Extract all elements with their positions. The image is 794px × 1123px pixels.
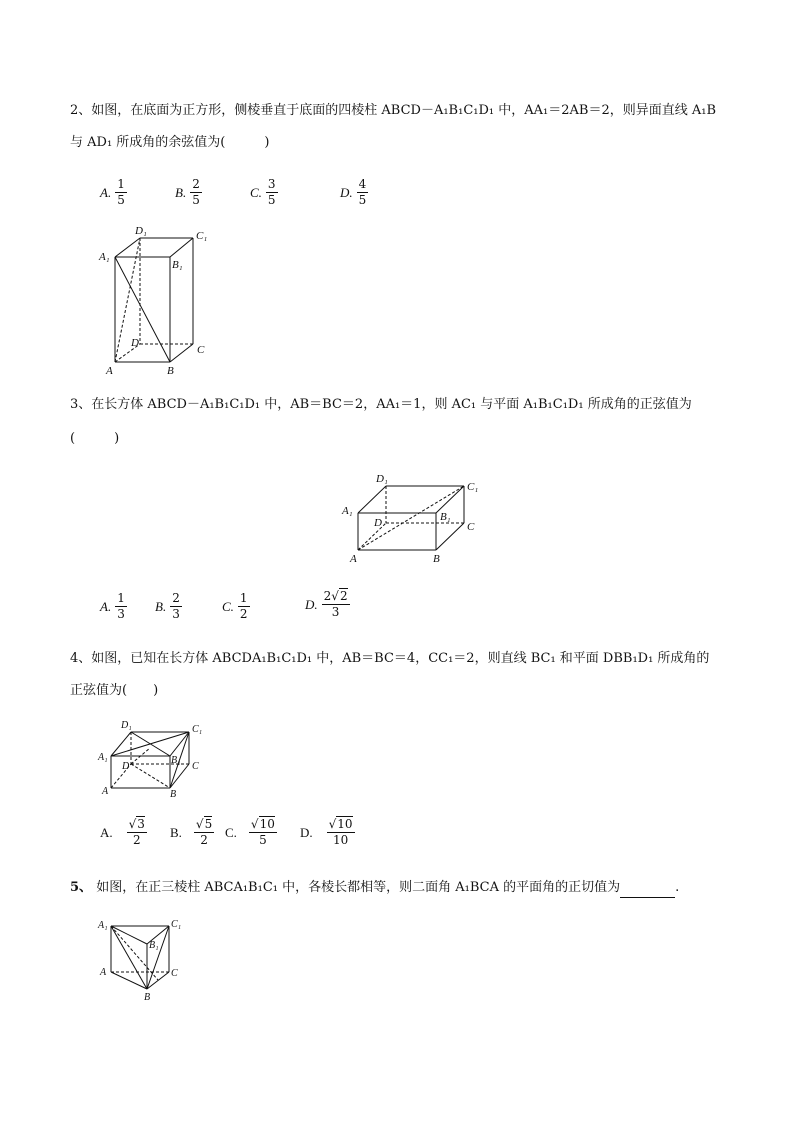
- label-c: C: [197, 344, 205, 356]
- fraction: $\frac{3}{5}$: [267, 177, 276, 207]
- label-a1: A₁: [98, 920, 108, 931]
- q4-box-figure: [97, 718, 207, 800]
- fraction: $\frac{1}{3}$: [117, 591, 125, 621]
- q5-triangular-prism-figure: [97, 914, 192, 1002]
- q3-text-line1: 3、在长方体 ABCD－A₁B₁C₁D₁ 中，AB＝BC＝2，AA₁＝1，则 AC₁ 与平面 A₁B₁C₁D₁ 所成角的正弦值为: [70, 397, 692, 412]
- fraction: $\frac{√3}{2}$: [128, 817, 145, 847]
- q2-text-line2: 与 AD₁ 所成角的余弦值为( ): [70, 135, 270, 150]
- label-c: C: [192, 761, 199, 772]
- label-b: B: [144, 992, 151, 1002]
- fraction: $\frac{4}{5}$: [358, 177, 367, 207]
- q3-box-figure: [340, 468, 485, 568]
- q3-option-d[interactable]: [305, 590, 350, 619]
- label-c: C: [171, 968, 178, 979]
- q5-end: .: [675, 880, 680, 895]
- q3-text-line2: ( ): [70, 431, 120, 446]
- q3-option-a[interactable]: [100, 592, 127, 621]
- option-label: A.: [100, 824, 113, 840]
- label-a1: A₁: [99, 251, 110, 263]
- q4-option-d[interactable]: [300, 818, 355, 847]
- q2-option-a[interactable]: [100, 178, 127, 207]
- q5-number: 5、: [70, 880, 93, 895]
- option-label: D.: [300, 824, 313, 840]
- label-b1: B₁: [171, 755, 181, 766]
- label-b: B: [167, 365, 174, 377]
- label-a1: A₁: [98, 752, 108, 763]
- label-d: D: [374, 517, 382, 529]
- label-a: A: [106, 365, 113, 377]
- label-d1: D₁: [376, 473, 388, 485]
- label-d: D: [131, 337, 139, 349]
- q3-option-b[interactable]: [155, 592, 182, 621]
- fraction: $\frac{2√2}{3}$: [323, 589, 348, 619]
- option-label: D.: [340, 184, 353, 200]
- option-label: B.: [175, 184, 187, 200]
- label-b1: B₁: [440, 511, 451, 523]
- q3-option-c[interactable]: [222, 592, 250, 621]
- label-b1: B₁: [172, 259, 183, 271]
- label-d1: D₁: [121, 720, 132, 731]
- q2-option-b[interactable]: [175, 178, 202, 207]
- q5-stem: 如图，在正三棱柱 ABCA₁B₁C₁ 中，各棱长都相等，则二面角 A₁BCA 的平面角的正切值为: [96, 880, 621, 895]
- q2-option-d[interactable]: [340, 178, 368, 207]
- label-b: B: [433, 553, 440, 565]
- option-label: B.: [155, 598, 167, 614]
- option-label: A.: [100, 184, 112, 200]
- fraction: $\frac{2}{3}$: [172, 591, 180, 621]
- q4-text-line2: 正弦值为( ): [70, 683, 159, 698]
- label-a1: A₁: [342, 505, 353, 517]
- fraction: $\frac{2}{5}$: [192, 177, 200, 207]
- option-label: C.: [250, 184, 262, 200]
- q4-text-line1: 4、如图，已知在长方体 ABCDA₁B₁C₁D₁ 中，AB＝BC＝4，CC₁＝2，则直线 BC₁ 和平面 DBB₁D₁ 所成角的: [70, 651, 710, 666]
- label-d: D: [122, 761, 130, 772]
- option-label: D.: [305, 596, 318, 612]
- q2-option-c[interactable]: [250, 178, 278, 207]
- fraction: $\frac{1}{5}$: [117, 177, 125, 207]
- option-label: C.: [222, 598, 234, 614]
- fraction: $\frac{√5}{2}$: [195, 817, 213, 847]
- label-c1: C₁: [192, 724, 203, 735]
- label-a: A: [350, 553, 357, 565]
- q5-text: [70, 878, 679, 898]
- option-label: B.: [170, 824, 182, 840]
- label-c: C: [467, 521, 475, 533]
- label-a: A: [102, 786, 109, 797]
- q2-prism-figure: [95, 222, 220, 382]
- fraction: $\frac{√10}{5}$: [250, 817, 275, 847]
- q2-text-line1: 2、如图，在底面为正方形，侧棱垂直于底面的四棱柱 ABCD－A₁B₁C₁D₁ 中，AA₁＝2AB＝2，则异面直线 A₁B: [70, 103, 717, 118]
- q4-option-c[interactable]: [225, 818, 277, 847]
- label-c1: C₁: [171, 919, 182, 930]
- label-c1: C₁: [196, 230, 208, 242]
- answer-blank[interactable]: [620, 883, 675, 898]
- option-label: C.: [225, 824, 237, 840]
- fraction: $\frac{1}{2}$: [239, 591, 248, 621]
- label-c1: C₁: [467, 481, 479, 493]
- label-d1: D₁: [135, 225, 147, 237]
- fraction: $\frac{√10}{10}$: [328, 817, 353, 847]
- option-label: A.: [100, 598, 112, 614]
- label-b1: B₁: [149, 940, 159, 951]
- q4-option-a[interactable]: [100, 818, 147, 847]
- label-a: A: [100, 967, 107, 978]
- label-b: B: [170, 789, 177, 800]
- q4-option-b[interactable]: [170, 818, 214, 847]
